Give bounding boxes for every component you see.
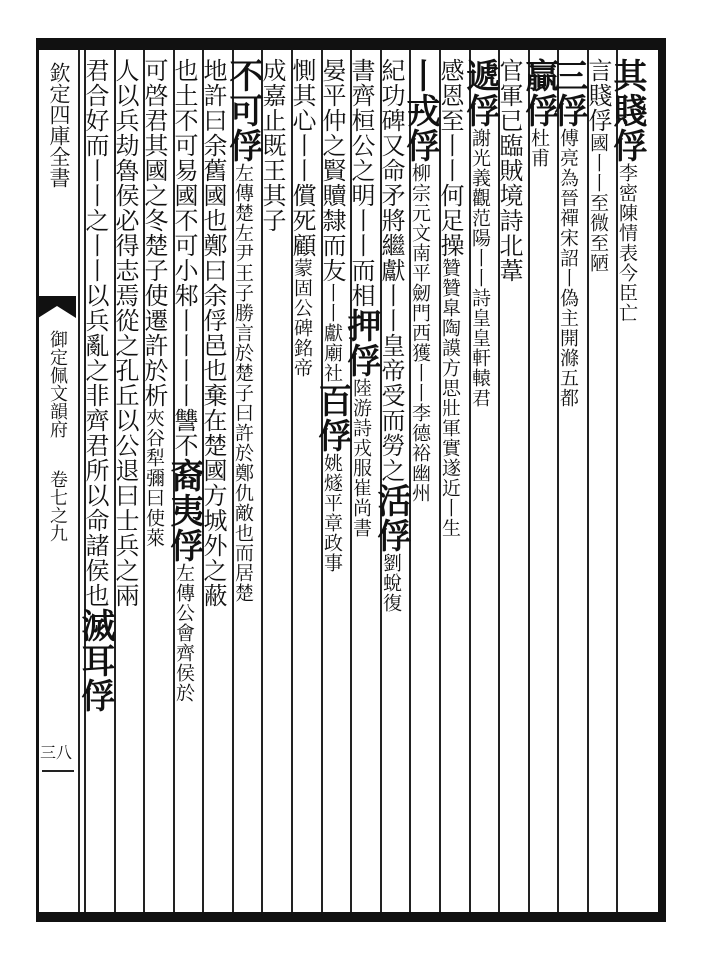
text-column: [460, 58, 500, 408]
gloss-text: 傅亮為晉禪宋詔丨偽主開滌五都: [557, 128, 579, 408]
top-border: [36, 38, 666, 50]
gloss-text: 劉蛻復: [380, 553, 402, 613]
text-column: [548, 58, 588, 408]
text-column: [607, 58, 647, 323]
work-title: 御定佩文韻府: [47, 330, 68, 438]
gloss-text: 陸游詩戎服: [350, 378, 372, 478]
gloss-text: 杜甫: [528, 128, 550, 168]
body-text: 成嘉止既王其子: [258, 58, 286, 233]
gloss-text: 丨丨獻廟社: [321, 283, 343, 383]
right-border: [658, 38, 666, 922]
headword: 其賤俘: [607, 58, 647, 163]
text-column: [436, 58, 467, 538]
body-text: 也土不可易國不可小邾丨丨丨丨讐不: [170, 58, 198, 458]
headword: 滅耳俘: [75, 608, 115, 713]
text-column: [140, 58, 171, 548]
headword: 丨戎俘: [400, 58, 440, 163]
text-column: [400, 58, 440, 503]
text-column: [312, 58, 352, 573]
text-column: [164, 58, 204, 703]
body-text: 書齊桓公之明丨丨而相: [347, 58, 375, 308]
body-text: 晏平仲之賢贖隸而友: [318, 58, 346, 283]
body-text: 地許曰余舊國也鄭曰余俘邑也棄在楚國方城外之蔽: [199, 58, 227, 608]
gloss-text: 李密陳情表今臣亡: [616, 163, 638, 323]
bottom-border: [36, 912, 666, 922]
volume-label: 卷七之九: [47, 470, 68, 542]
text-column: [258, 58, 289, 233]
gloss-text: 夾谷犁彌曰使萊: [143, 408, 165, 548]
headword: 活俘: [371, 483, 411, 553]
gloss-text: 左傳楚左尹王子勝言於楚子曰許於鄭仇敵也而居楚: [232, 163, 254, 603]
fishtail-mark-icon: [38, 296, 76, 326]
text-column: [519, 58, 559, 168]
gloss-text: 國丨丨至微至陋: [587, 133, 609, 273]
text-column: [584, 58, 615, 273]
headword: 押俘: [341, 308, 381, 378]
headword: 百俘: [312, 383, 352, 453]
book-title: 欽定四庫全書: [47, 62, 71, 188]
gloss-text: 柳宗元文南平劒門西獲丨丨李德裕幽州: [409, 163, 431, 503]
gloss-text: 謝光義觀范陽丨丨詩皇皇軒轅君: [469, 128, 491, 408]
headword: 不可俘: [223, 58, 263, 163]
body-text: 官軍已臨賊境詩北葦: [495, 58, 523, 283]
gloss-text: 蒙固公碑銘帝: [291, 258, 313, 378]
body-text: 感恩至丨丨何足操: [436, 58, 464, 258]
gloss-text: 姚燧平章政事: [321, 453, 343, 573]
text-column: [75, 58, 115, 713]
gloss-text: 贊贊皐陶謨方思壯軍實遂近丨生: [439, 258, 461, 538]
body-text: 惻其心丨丨償死顧: [288, 58, 316, 258]
gloss-text: 左傳公會齊侯於: [173, 563, 195, 703]
text-column: [495, 58, 526, 283]
text-column: [223, 58, 263, 603]
gloss-text: 崔尚書: [350, 478, 372, 538]
headword: 遞俘: [460, 58, 500, 128]
left-border: [36, 38, 39, 922]
body-text: 人以兵劫魯侯必得志焉從之孔丘以公退曰士兵之兩: [111, 58, 139, 608]
text-column: [199, 58, 230, 608]
body-text: 可啓君其國之冬楚子使遷許於析: [140, 58, 168, 408]
page-number-rule: [42, 770, 74, 772]
body-text: 言賤俘: [584, 58, 612, 133]
text-column: [341, 58, 381, 538]
page-number: 三八: [40, 743, 73, 762]
headword: 贏俘: [519, 58, 559, 128]
body-text: 君合好而丨丨之丨丨以兵亂之非齊君所以命諸侯也: [81, 58, 109, 608]
column-rule: [528, 50, 530, 912]
text-column: [371, 58, 411, 613]
text-column: [288, 58, 319, 378]
text-column: [111, 58, 142, 608]
body-text: 紀功碑又命矛將繼獻丨丨皇帝受而勞之: [377, 58, 405, 483]
headword: 三俘: [548, 58, 588, 128]
headword: 裔夷俘: [164, 458, 204, 563]
